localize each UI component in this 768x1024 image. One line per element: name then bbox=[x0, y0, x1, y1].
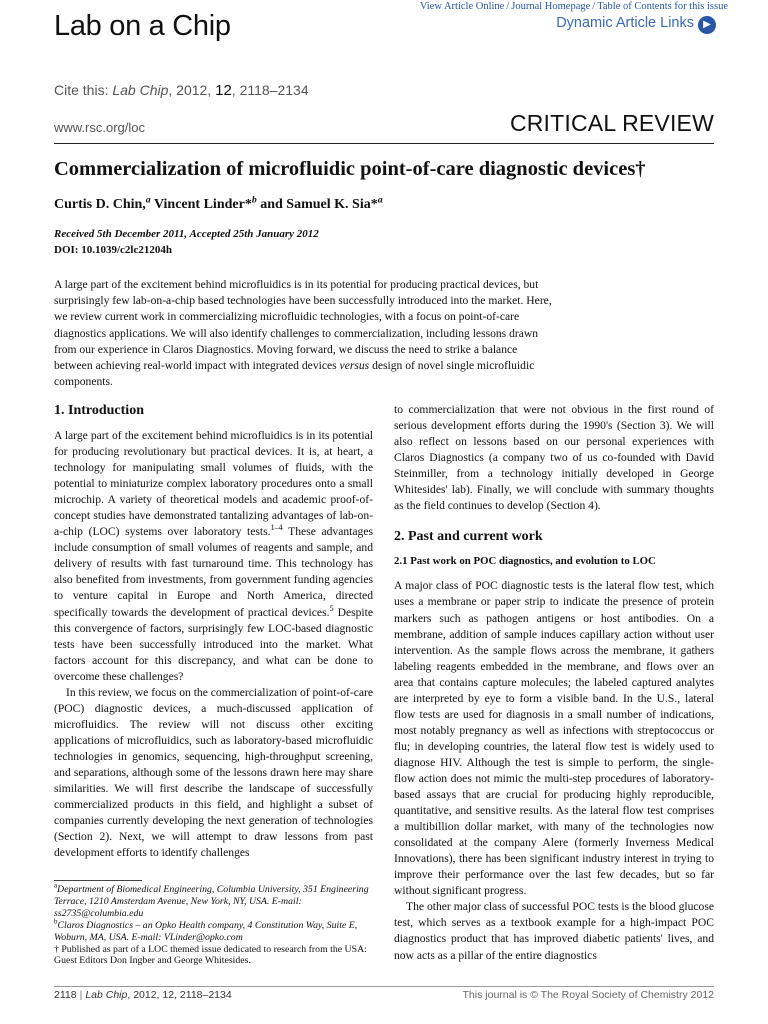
reference-link[interactable]: 5 bbox=[329, 603, 334, 613]
right-column bbox=[394, 402, 714, 964]
footer-pages: , 2118–2134 bbox=[174, 989, 232, 1001]
paragraph-text: These advantages include consumption of small volumes of reagents and sample, and delivery of results with fast turnaround time. This technology has also benefited from investments, from government funding agencies to venture capital in Europe and North America, directed specifically towards the development of practical devices. bbox=[54, 525, 373, 619]
footer-journal: Lab Chip bbox=[85, 989, 128, 1001]
cite-prefix: Cite this: bbox=[54, 82, 113, 98]
paragraph: to commercialization that were not obvious in the first round of serious development efforts during the 1990's (Section 3). We will also reflect on lessons based on our personal experiences with Claros Diagnostics (a company two of us co-founded with David Steinmiller, from a technology initially developed in George Whitesides' lab). Finally, we will conclude with summary thoughts as the field continues to develop (Section 4). bbox=[394, 403, 714, 513]
abstract bbox=[54, 277, 554, 390]
footnote bbox=[54, 884, 373, 920]
citation-line bbox=[54, 82, 309, 99]
reference-link[interactable]: 1–4 bbox=[270, 523, 283, 533]
link-separator: / bbox=[506, 1, 510, 12]
author-affiliation: b bbox=[251, 194, 257, 206]
paragraph: A major class of POC diagnostic tests is the lateral flow test, which uses a membrane or paper strip to indicate the presence of protein markers such as pathogen antigens or host antibodies. On a membrane, addition of sample induces capillary action without user intervention. As the sample flows across the membrane, it gathers labeling reagents embedded in the membrane, and flows over an area that contains capture molecules; the labeled captured analytes are interpreted by eye to form a visible band. In the U.S., lateral flow tests are used for diagnosis in a small number of indications, most notably pregnancy as well as infections with streptococcus or flu; in developing countries, the lateral flow test is widely used to diagnose HIV. Although the test is simple to perform, the single-flow action does not mimic the multi-step procedures of laboratory-based assays that are crucial for producing highly reproducible, quantitative, and sensitive results. As the lateral flow test comprises a multibillion dollar market, with many of the technologies now consolidated at the company Alere (formerly Inverness Medical Innovations), there has been significant industry interest in trying to improve their performance over the last few decades, but so far without significant progress. bbox=[394, 579, 714, 898]
journal-title: Lab on a Chip bbox=[54, 10, 231, 42]
footer-citation bbox=[54, 989, 232, 1001]
abstract-text: design of novel single microfluidic components. bbox=[54, 359, 535, 389]
author-name: Curtis D. Chin, bbox=[54, 197, 146, 212]
footer-divider bbox=[54, 986, 714, 987]
footnote-mark: a bbox=[54, 882, 58, 890]
abstract-text: A large part of the excitement behind microfluidics is in its potential for producing practical devices, but surprisingly few lab-on-a-chip based technologies have been successfully introduced into the market. Here, we review current work in commercializing microfluidic technologies, with a focus on point-of-care diagnostics applications. We will also identify challenges to commercialization, including lessons drawn from our experience in Claros Diagnostics. Moving forward, we discuss the need to strike a balance between achieving real-world impact with integrated devices bbox=[54, 278, 552, 373]
author-name: Vincent Linder* bbox=[150, 197, 252, 212]
footnote bbox=[54, 920, 373, 944]
play-arrow-icon[interactable]: ▶ bbox=[698, 16, 716, 34]
section-heading: 1. Introduction bbox=[54, 403, 144, 418]
paragraph: The other major class of successful POC tests is the blood glucose test, which serves as a textbook example for a high-impact POC diagnostics product that has improved diabetic patients' lives, and now acts as a pillar of the entire diagnostics bbox=[394, 900, 714, 962]
copyright-notice: This journal is © The Royal Society of Chemistry 2012 bbox=[462, 989, 714, 1001]
paragraph-text: A large part of the excitement behind microfluidics is in its potential for producing revolutionary but practical devices. It is, at heart, a technology for manipulating small volumes of fluids, with the potential to miniaturize complex laboratory procedures onto a small microchip. A variety of theoretical models and academic proof-of-concept studies have demonstrated tantalizing advantages of lab-on-a-chip (LOC) systems over laboratory tests. bbox=[54, 429, 373, 539]
cite-volume: 12 bbox=[215, 82, 232, 99]
article-title: Commercialization of microfluidic point-of-care diagnostic devices† bbox=[54, 158, 646, 180]
footnote: † Published as part of a LOC themed issue dedicated to research from the USA: Guest Editors Don Ingber and George Whitesides. bbox=[54, 943, 367, 967]
dynamic-article-links[interactable] bbox=[556, 15, 694, 31]
journal-site-link[interactable]: www.rsc.org/loc bbox=[54, 120, 146, 135]
subsection-heading: 2.1 Past work on POC diagnostics, and evolution to LOC bbox=[394, 555, 656, 568]
section-type-label: CRITICAL REVIEW bbox=[509, 110, 714, 136]
view-article-online-link[interactable]: View Article Online bbox=[419, 1, 505, 12]
cite-year: , 2012, bbox=[168, 82, 216, 98]
doi[interactable]: DOI: 10.1039/c2lc21204h bbox=[54, 244, 172, 256]
footnote-mark: b bbox=[54, 918, 58, 926]
page-number: 2118 bbox=[54, 989, 77, 1001]
received-dates: Received 5th December 2011, Accepted 25th January 2012 bbox=[54, 228, 319, 240]
footer-volume: 12 bbox=[162, 989, 175, 1001]
link-separator: / bbox=[592, 1, 596, 12]
table-of-contents-link[interactable]: Table of Contents for this issue bbox=[597, 1, 728, 12]
left-column bbox=[54, 403, 374, 861]
author-name: and Samuel K. Sia* bbox=[256, 197, 378, 212]
section-heading: 2. Past and current work bbox=[394, 529, 543, 545]
author-affiliation: a bbox=[145, 194, 151, 206]
footnote-text: Claros Diagnostics – an Opko Health company, 4 Constitution Way, Suite E, Woburn, MA, USA. E-mail: VLinder@opko.com bbox=[54, 919, 358, 943]
dynamic-article-links-label: Dynamic Article Links bbox=[556, 15, 694, 31]
paragraph-text: Despite this convergence of factors, surprisingly few LOC-based diagnostic tests have been successfully introduced into the market. What factors account for this discrepancy, and what can be done to overcome these challenges? bbox=[54, 605, 373, 683]
top-links bbox=[420, 1, 728, 12]
footnote-text: Department of Biomedical Engineering, Columbia University, 351 Engineering Terrace, 1210 Amsterdam Avenue, New York, NY, USA. E-mail: ss2735@columbia.edu bbox=[54, 884, 369, 919]
header-divider bbox=[54, 143, 714, 144]
footnotes bbox=[54, 884, 373, 967]
paragraph: In this review, we focus on the commercialization of point-of-care (POC) diagnostic devices, a much-discussed application of microfluidics. The review will not discuss other exciting applications of microfluidics, such as laboratory-based microfluidic technologies in genomics, sequencing, high-throughput screening, and separations, although some of the lessons drawn here may share similarities. We will first describe the landscape of successfully commercialized products in this field, and highlight a subset of companies currently developing the next generation of technologies (Section 2). Next, we will attempt to draw lessons from past development efforts to identify challenges bbox=[54, 685, 374, 860]
footer-separator: | bbox=[79, 989, 83, 1001]
abstract-italic: versus bbox=[339, 359, 370, 373]
journal-homepage-link[interactable]: Journal Homepage bbox=[511, 1, 591, 12]
footnote-divider bbox=[54, 880, 142, 881]
author-list bbox=[54, 194, 383, 213]
cite-pages: , 2118–2134 bbox=[231, 82, 309, 98]
footer-year: , 2012, bbox=[127, 989, 163, 1001]
paragraph bbox=[54, 428, 373, 685]
cite-journal: Lab Chip bbox=[112, 82, 169, 98]
author-affiliation: a bbox=[377, 194, 383, 206]
